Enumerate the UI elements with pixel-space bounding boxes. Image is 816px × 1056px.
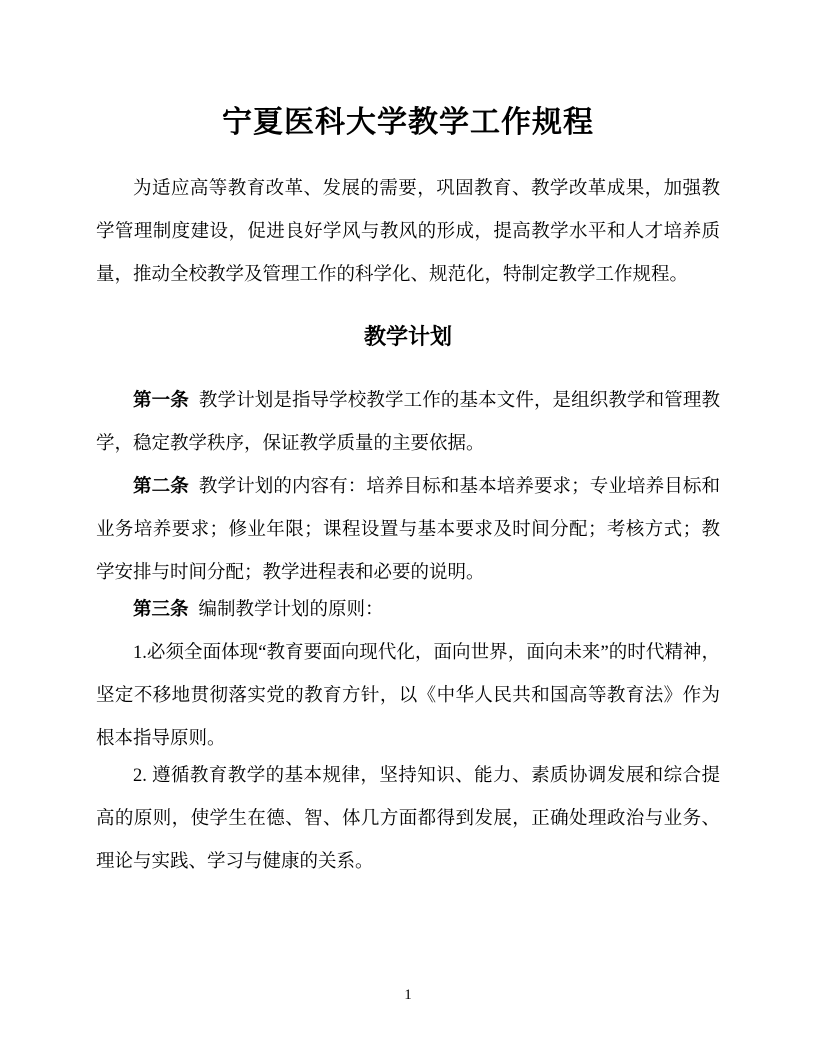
article-2-label: 第二条 xyxy=(133,477,189,497)
text-line xyxy=(96,380,720,423)
text-line: 高的原则，使学生在德、智、体几方面都得到发展，正确处理政治与业务、 xyxy=(96,809,720,829)
text-line: 学，稳定教学秩序，保证教学质量的主要依据。 xyxy=(96,434,485,454)
article-1-text: 教学计划是指导学校教学工作的基本文件，是组织教学和管理教 xyxy=(198,391,720,411)
article-2-text: 教学计划的内容有：培养目标和基本培养要求；专业培养目标和 xyxy=(198,477,720,497)
text-line: 业务培养要求；修业年限；课程设置与基本要求及时间分配；考核方式；教 xyxy=(96,520,720,540)
article-2-paragraph xyxy=(96,466,720,595)
document-title: 宁夏医科大学教学工作规程 xyxy=(222,106,594,139)
article-3-text: 编制教学计划的原则： xyxy=(198,600,384,620)
principle-2-paragraph xyxy=(96,755,720,884)
intro-paragraph xyxy=(96,168,720,297)
text-line: 理论与实践、学习与健康的关系。 xyxy=(96,852,374,872)
chapter-heading: 教学计划 xyxy=(363,324,452,349)
text-line: 学安排与时间分配；教学进程表和必要的说明。 xyxy=(96,563,485,583)
article-3-label: 第三条 xyxy=(133,600,189,620)
text-line: 根本指导原则。 xyxy=(96,729,226,749)
article-1-label: 第一条 xyxy=(133,391,189,411)
article-1-paragraph xyxy=(96,380,720,466)
text-line: 1.必须全面体现“教育要面向现代化，面向世界，面向未来”的时代精神， xyxy=(133,643,720,663)
text-line: 坚定不移地贯彻落实党的教育方针，以《中华人民共和国高等教育法》作为 xyxy=(96,686,720,706)
principle-1-paragraph xyxy=(96,632,720,761)
text-line: 2. 遵循教育教学的基本规律，坚持知识、能力、素质协调发展和综合提 xyxy=(133,766,720,786)
text-line: 量，推动全校教学及管理工作的科学化、规范化，特制定教学工作规程。 xyxy=(96,265,689,285)
text-line xyxy=(96,589,720,632)
text-line: 学管理制度建设，促进良好学风与教风的形成，提高教学水平和人才培养质 xyxy=(96,222,720,242)
article-3-paragraph xyxy=(96,589,720,632)
text-line xyxy=(96,466,720,509)
page-number: 1 xyxy=(404,987,412,1003)
text-line: 为适应高等教育改革、发展的需要，巩固教育、教学改革成果，加强教 xyxy=(133,179,720,199)
